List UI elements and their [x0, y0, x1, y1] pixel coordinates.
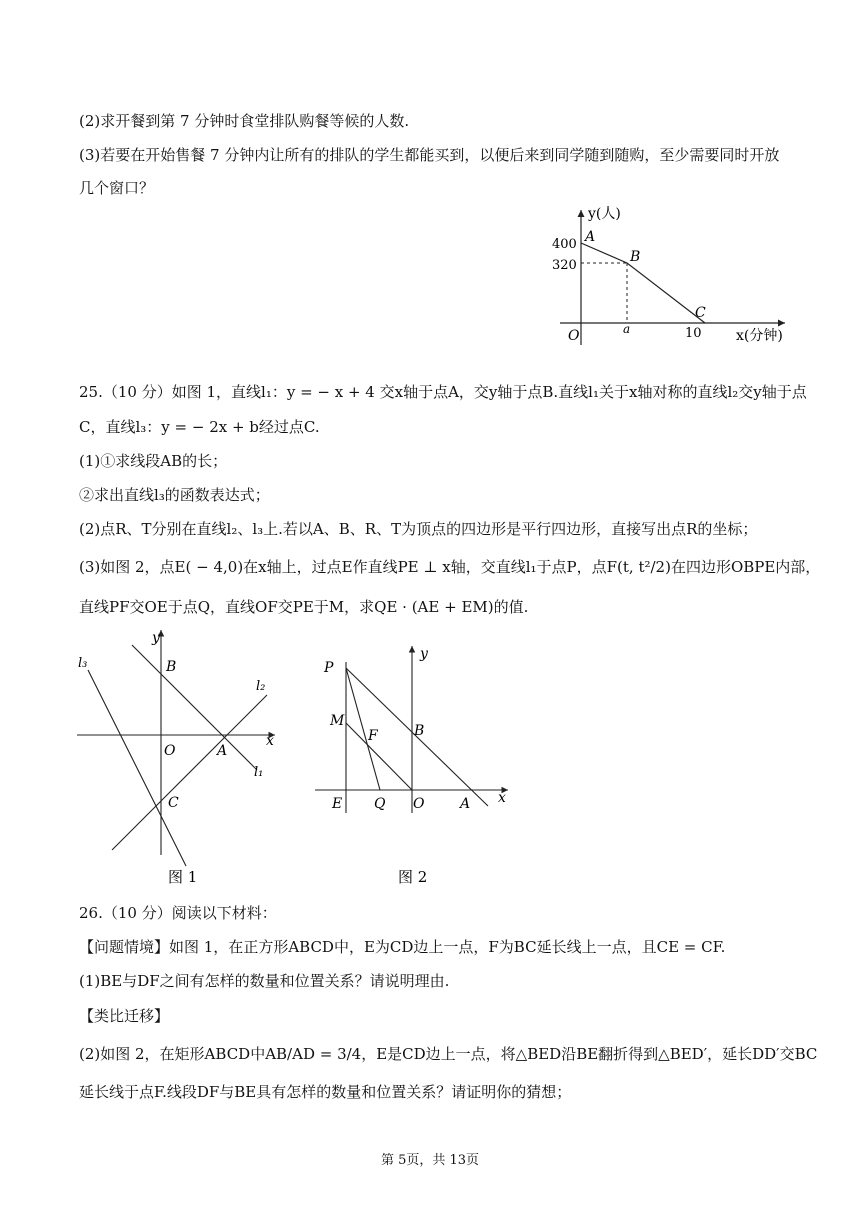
fig1-line-l1: [132, 645, 257, 770]
graph-line: [581, 243, 705, 323]
fig2-label-Q: Q: [374, 796, 386, 812]
q26-line2: 【问题情境】如图 1，在正方形ABCD中，E为CD边上一点，F为BC延长线上一点，且CE = CF.: [79, 938, 726, 956]
y-tick-400: 400: [552, 237, 577, 252]
q26-line1: 26.（10 分）阅读以下材料：: [79, 904, 277, 922]
q25-line5: (2)点R、T分别在直线l₂、l₃上.若以A、B、R、T为顶点的四边形是平行四边形，直接写出点R的坐标；: [79, 520, 758, 538]
fig1-caption: 图 1: [168, 868, 198, 886]
fig2-label-B: B: [414, 723, 425, 739]
fig1-label-O: O: [164, 743, 176, 759]
fig2-label-P: P: [324, 660, 334, 676]
q25-line1: 25.（10 分）如图 1，直线l₁：y = − x + 4 交x轴于点A，交y轴于点B.直线l₁关于x轴对称的直线l₂交y轴于点: [79, 383, 807, 401]
fig2-label-A: A: [460, 796, 471, 812]
origin-O: O: [568, 328, 580, 344]
q25-figure-2: [310, 638, 525, 890]
q26-line4: 【类比迁移】: [79, 1007, 170, 1025]
q25-figure-1: [72, 620, 292, 890]
fig1-label-l1: l₁: [254, 765, 264, 780]
q24-part3-line2: 几个窗口？: [79, 179, 155, 197]
fig2-label-E: E: [332, 796, 343, 812]
point-B: B: [630, 249, 641, 265]
point-C: C: [695, 305, 706, 321]
q25-line2: C，直线l₃：y = − 2x + b经过点C.: [79, 418, 320, 436]
q24-part2: (2)求开餐到第 7 分钟时食堂排队购餐等候的人数.: [79, 112, 410, 130]
fig1-label-C: C: [168, 795, 179, 811]
x-axis-label: x(分钟): [736, 328, 783, 344]
q25-line3: (1)①求线段AB的长；: [79, 452, 228, 470]
y-tick-320: 320: [552, 258, 577, 273]
fig1-label-l3: l₃: [78, 656, 88, 671]
q24-graph: [540, 200, 800, 355]
q24-part3-line1: (3)若要在开始售餐 7 分钟内让所有的排队的学生都能买到，以便后来到同学随到随购，至少需要同时开放: [79, 146, 780, 164]
fig1-label-B: B: [166, 659, 177, 675]
fig1-label-A: A: [217, 743, 228, 759]
page-footer: 第 5页，共 13页: [380, 1153, 480, 1168]
q25-line4: ②求出直线l₃的函数表达式；: [79, 486, 270, 504]
fig2-label-x: x: [498, 790, 506, 806]
q25-line6: (3)如图 2，点E( − 4,0)在x轴上，过点E作直线PE ⊥ x轴，交直线l₁于点P，点F(t, t²/2)在四边形OBPE内部，: [79, 558, 821, 576]
fig1-line-l3: [88, 670, 186, 866]
fig2-label-O: O: [413, 796, 425, 812]
fig2-label-F: F: [368, 728, 378, 744]
fig1-label-l2: l₂: [256, 679, 266, 694]
fig2-caption: 图 2: [398, 868, 428, 886]
q26-line5: (2)如图 2，在矩形ABCD中AB/AD = 3/4，E是CD边上一点，将△BED沿BE翻折得到△BED′，延长DD′交BC: [79, 1045, 818, 1063]
fig2-label-y: y: [420, 646, 428, 662]
x-tick-a: a: [623, 322, 631, 336]
q26-line3: (1)BE与DF之间有怎样的数量和位置关系？请说明理由.: [79, 972, 450, 990]
fig1-label-y: y: [152, 630, 160, 646]
fig1-label-x: x: [266, 733, 274, 749]
point-A: A: [585, 229, 596, 245]
q26-line6: 延长线于点F.线段DF与BE具有怎样的数量和位置关系？请证明你的猜想；: [79, 1083, 572, 1101]
fig2-label-M: M: [330, 713, 345, 729]
fig1-line-l2: [112, 695, 267, 850]
q25-line7: 直线PF交OE于点Q，直线OF交PE于M，求QE · (AE + EM)的值.: [79, 598, 529, 616]
fig2-line-MO: [346, 723, 412, 790]
x-tick-10: 10: [685, 326, 702, 341]
y-axis-label: y(人): [588, 206, 621, 222]
